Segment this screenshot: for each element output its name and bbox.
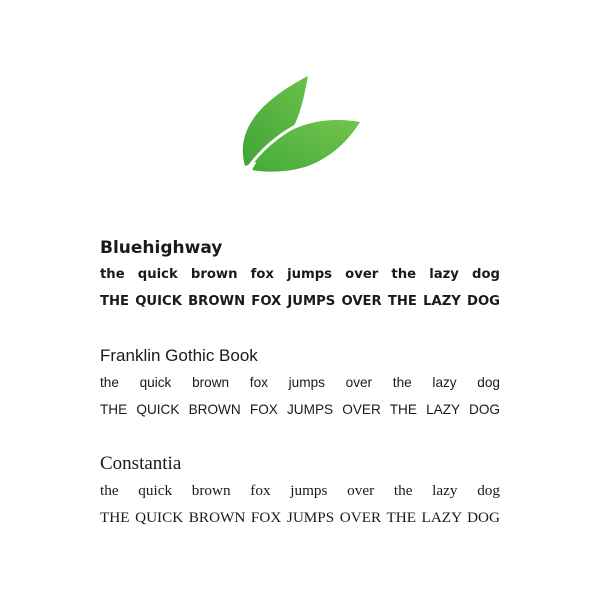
leaf-logo-icon xyxy=(238,72,364,176)
font-specimen-constantia xyxy=(100,451,500,531)
uppercase-sample: THE QUICK BROWN FOX JUMPS OVER THE LAZY DOG xyxy=(100,402,500,417)
font-name: Franklin Gothic Book xyxy=(100,346,258,365)
font-specimen-bluehighway xyxy=(100,235,500,315)
font-specimen-franklin-gothic-book xyxy=(100,343,500,423)
font-name: Constantia xyxy=(100,453,182,474)
lowercase-sample: the quick brown fox jumps over the lazy dog xyxy=(100,482,500,499)
uppercase-sample: THE QUICK BROWN FOX JUMPS OVER THE LAZY DOG xyxy=(100,294,500,309)
uppercase-sample: THE QUICK BROWN FOX JUMPS OVER THE LAZY DOG xyxy=(100,509,500,526)
lowercase-sample: the quick brown fox jumps over the lazy dog xyxy=(100,375,500,390)
font-name: Bluehighway xyxy=(100,238,223,258)
lowercase-sample: the quick brown fox jumps over the lazy dog xyxy=(100,267,500,282)
